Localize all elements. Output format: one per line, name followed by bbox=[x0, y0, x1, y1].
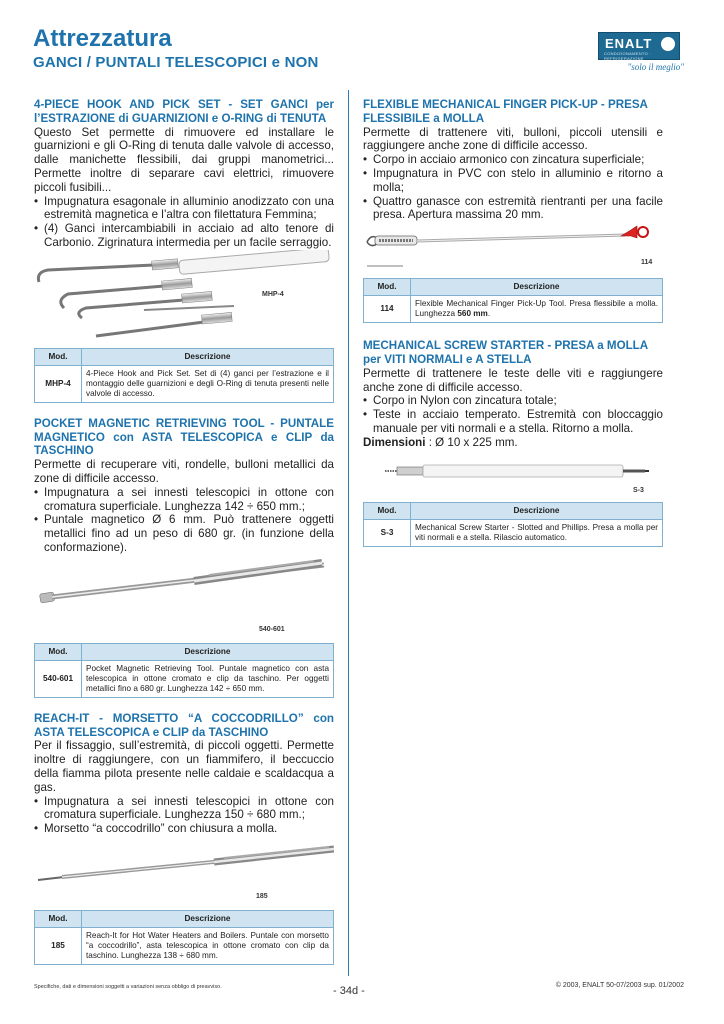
left-column bbox=[34, 98, 334, 965]
mod-header: Mod. bbox=[35, 910, 82, 927]
logo-subtext: CONDIZIONAMENTO · REFRIGERAZIONE bbox=[604, 51, 652, 61]
feature-item: • Teste in acciaio temperato. Estremità con bloccaggio manuale per viti normali e a stella. Ritorno a molla. bbox=[363, 408, 663, 436]
mod-header: Mod. bbox=[364, 502, 411, 519]
image-code-label: 185 bbox=[256, 892, 268, 900]
section-title: POCKET MAGNETIC RETRIEVING TOOL - PUNTALE MAGNETICO con ASTA TELESCOPICA e CLIP da TASCHINO bbox=[34, 416, 334, 458]
page-number: - 34d - bbox=[333, 985, 365, 997]
spec-table-s3 bbox=[363, 502, 663, 547]
mod-cell: 114 bbox=[364, 296, 411, 323]
product-image-114 bbox=[363, 222, 663, 270]
spec-table-mhp4 bbox=[34, 348, 334, 403]
spec-table-114 bbox=[363, 278, 663, 323]
feature-item: • Morsetto “a coccodrillo” con chiusura a molla. bbox=[34, 822, 334, 836]
product-image-mhp4 bbox=[34, 250, 334, 342]
mod-cell: MHP-4 bbox=[35, 365, 82, 402]
section-title: MECHANICAL SCREW STARTER - PRESA a MOLLA per VITI NORMALI e A STELLA bbox=[363, 339, 648, 366]
table-row bbox=[35, 365, 334, 402]
feature-list bbox=[34, 486, 334, 555]
section-title: FLEXIBLE MECHANICAL FINGER PICK-UP - PRESA FLESSIBILE a MOLLA bbox=[363, 98, 648, 125]
feature-item: • (4) Ganci intercambiabili in acciaio ad alto tenore di Carbonio. Zigrinatura intermedia per un facile serraggio. bbox=[34, 222, 334, 250]
desc-cell: Mechanical Screw Starter - Slotted and Phillips. Presa a molla per viti normali e a stella. Rilascio automatico. bbox=[411, 519, 663, 546]
mod-header: Mod. bbox=[35, 643, 82, 660]
section-intro: Questo Set permette di rimuovere ed installare le guarnizioni e gli O-Ring di tenuta dalle valvole di accesso, dalle manichette flessibili, dai gruppi manometrici... Permette inoltre di separare cavi elettrici, rimuovere piccoli fusibili... bbox=[34, 125, 334, 194]
section-mhp4 bbox=[34, 98, 334, 403]
page-title: Attrezzatura bbox=[33, 25, 172, 52]
footer-copyright: © 2003, ENALT 50-07/2003 sup. 01/2002 bbox=[555, 982, 684, 989]
logo-slogan: "solo il meglio" bbox=[627, 62, 684, 72]
table-row bbox=[364, 296, 663, 323]
screw-starter-illustration bbox=[363, 450, 663, 492]
dimensions-label: Dimensioni bbox=[363, 435, 426, 449]
dimensions-line bbox=[363, 436, 663, 450]
feature-item: • Puntale magnetico Ø 6 mm. Può trattenere oggetti metallici fino ad un peso di 680 gr. (in funzione della conformazione). bbox=[34, 513, 334, 554]
feature-list bbox=[363, 153, 663, 222]
page-subtitle: GANCI / PUNTALI TELESCOPICI e NON bbox=[33, 54, 319, 71]
reach-it-illustration bbox=[34, 836, 334, 896]
desc-cell bbox=[411, 296, 663, 323]
product-image-s3 bbox=[363, 450, 663, 492]
mod-header: Mod. bbox=[35, 348, 82, 365]
table-row bbox=[364, 519, 663, 546]
desc-length-value: 560 mm bbox=[457, 309, 488, 319]
section-s3 bbox=[363, 339, 663, 546]
section-title: 4-PIECE HOOK AND PICK SET - SET GANCI per l’ESTRAZIONE di GUARNIZIONI e O-RING di TENUTA bbox=[34, 98, 334, 125]
desc-text-end: . bbox=[487, 309, 491, 319]
feature-list bbox=[34, 795, 334, 836]
footer-disclaimer: Specifiche, dati e dimensioni soggetti a variazioni senza obbligo di preavviso. bbox=[34, 984, 222, 990]
spec-table-185 bbox=[34, 910, 334, 965]
image-code-label: MHP-4 bbox=[262, 290, 284, 298]
section-intro: Permette di trattenere viti, bulloni, piccoli utensili e raggiungere anche zone di difficile accesso. bbox=[363, 125, 663, 153]
feature-list bbox=[363, 394, 663, 435]
dimensions-value: : Ø 10 x 225 mm. bbox=[425, 435, 518, 449]
feature-item: • Quattro ganasce con estremità rientranti per una facile presa. Apertura massima 20 mm. bbox=[363, 195, 663, 223]
desc-header: Descrizione bbox=[82, 643, 334, 660]
logo-box bbox=[598, 32, 680, 60]
section-540-601 bbox=[34, 417, 334, 698]
image-code-label: 540-601 bbox=[259, 625, 285, 633]
section-intro: Permette di recuperare viti, rondelle, bulloni metallici da zone di difficile accesso. bbox=[34, 458, 334, 485]
table-row bbox=[35, 660, 334, 697]
mod-cell: S-3 bbox=[364, 519, 411, 546]
logo-emblem-icon bbox=[661, 37, 675, 51]
section-114 bbox=[363, 98, 663, 323]
feature-list bbox=[34, 195, 334, 250]
magnetic-tool-illustration bbox=[34, 555, 334, 635]
pickup-tool-illustration bbox=[363, 222, 663, 270]
feature-item: • Impugnatura esagonale in alluminio anodizzato con una estremità magnetica e l’altra con filettatura Femmina; bbox=[34, 195, 334, 223]
logo-brand: ENALT bbox=[605, 36, 653, 51]
section-intro: Per il fissaggio, sull’estremità, di piccoli oggetti. Permette inoltre di raggiungere, con un fiammifero, il beccuccio della fiamma pilota presente nelle caldaie e scaldacqua a gas. bbox=[34, 739, 334, 794]
desc-cell: 4-Piece Hook and Pick Set. Set di (4) ganci per l’estrazione e il montaggio delle guarnizioni e degli O-Ring di tenuta presenti nelle valvole di accesso. bbox=[82, 365, 334, 402]
enalt-logo bbox=[598, 32, 684, 77]
page-header bbox=[33, 26, 684, 76]
mod-cell: 540-601 bbox=[35, 660, 82, 697]
feature-item: • Impugnatura a sei innesti telescopici in ottone con cromatura superficiale. Lunghezza 142 ÷ 650 mm.; bbox=[34, 486, 334, 514]
feature-item: • Impugnatura in PVC con stelo in alluminio e ritorno a molla; bbox=[363, 167, 663, 195]
product-image-540-601 bbox=[34, 555, 334, 635]
feature-item: • Impugnatura a sei innesti telescopici in ottone con cromatura superficiale. Lunghezza 150 ÷ 680 mm.; bbox=[34, 795, 334, 823]
spec-table-540-601 bbox=[34, 643, 334, 698]
feature-item: • Corpo in Nylon con zincatura totale; bbox=[363, 394, 663, 408]
desc-cell: Reach-It for Hot Water Heaters and Boilers. Puntale con morsetto “a coccodrillo”, asta telescopica in ottone cromato con clip da taschino. Lunghezza 138 ÷ 680 mm. bbox=[82, 927, 334, 964]
desc-header: Descrizione bbox=[82, 348, 334, 365]
image-code-label: 114 bbox=[641, 259, 653, 267]
section-185 bbox=[34, 712, 334, 965]
mod-header: Mod. bbox=[364, 279, 411, 296]
mod-cell: 185 bbox=[35, 927, 82, 964]
desc-header: Descrizione bbox=[82, 910, 334, 927]
column-divider bbox=[348, 90, 349, 976]
feature-item: • Corpo in acciaio armonico con zincatura superficiale; bbox=[363, 153, 663, 167]
product-image-185 bbox=[34, 836, 334, 900]
section-intro: Permette di trattenere le teste delle viti e raggiungere anche zone di difficile accesso. bbox=[363, 366, 663, 394]
table-row bbox=[35, 927, 334, 964]
desc-header: Descrizione bbox=[411, 502, 663, 519]
desc-text: Flexible Mechanical Finger Pick-Up Tool. Presa flessibile a molla. Lunghezza bbox=[415, 299, 658, 319]
image-code-label: S-3 bbox=[633, 486, 644, 494]
hook-set-illustration bbox=[34, 250, 334, 342]
right-column bbox=[363, 98, 663, 547]
desc-header: Descrizione bbox=[411, 279, 663, 296]
desc-cell: Pocket Magnetic Retrieving Tool. Puntale magnetico con asta telescopica in ottone cromato e clip da taschino. Per oggetti metallici fino a 680 gr. Lunghezza 142 ÷ 650 mm. bbox=[82, 660, 334, 697]
section-title: REACH-IT - MORSETTO “A COCCODRILLO” con ASTA TELESCOPICA e CLIP da TASCHINO bbox=[34, 711, 334, 739]
